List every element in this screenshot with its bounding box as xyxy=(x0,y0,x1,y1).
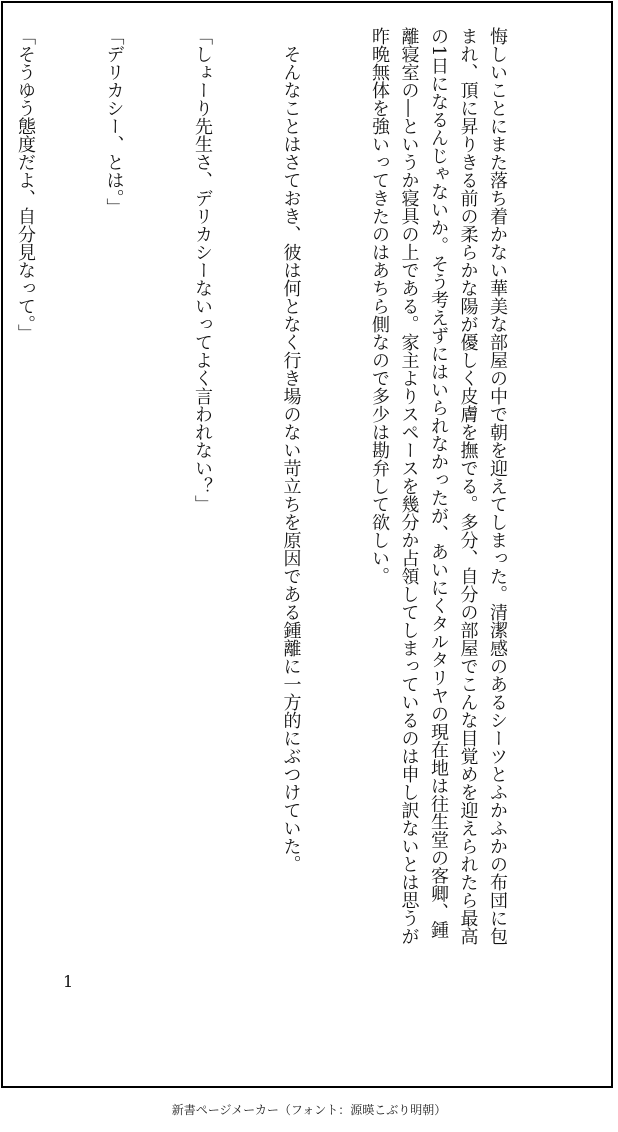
paragraph: そんなことはさておき、彼は何となく行き場のない苛立ちを原因である鍾離に一方的にぶつけていた。 xyxy=(280,27,302,873)
dialogue-line: 「デリカシー、とは。」 xyxy=(103,27,125,216)
page-frame xyxy=(1,1,613,1088)
dialogue-line: 「しょーり先生さ、デリカシーないってよく言われない？」 xyxy=(192,27,213,513)
dialogue-line: 「そうゆう態度だよ、自分見なって。」 xyxy=(15,27,36,342)
paragraph: 悔しいことにまた落ち着かない華美な部屋の中で朝を迎えてしまった。清潔感のあるシーツとふかふかの布団に包まれ、頂に昇りきる前の柔らかな陽が優しく皮膚を撫でる。多分、自分の部屋でこんな目覚めを迎えられたら最高の1日になるんじゃないか。そう考えずにはいられなかったが、あいにくタルタリヤの現在地は往生堂の客卿、鍾離寝室の―というか寝具の上である。家主よりスペースを幾分か占領してしまっているのは申し訳ないとは思うが昨晩無体を強いってきたのはあちら側なので多少は勘弁して欲しい。 xyxy=(369,27,508,945)
page-number: 1 xyxy=(63,972,74,991)
body-text xyxy=(0,27,571,952)
footer-credit: 新書ページメーカー（フォント：源暎こぶり明朝） xyxy=(171,1103,447,1117)
